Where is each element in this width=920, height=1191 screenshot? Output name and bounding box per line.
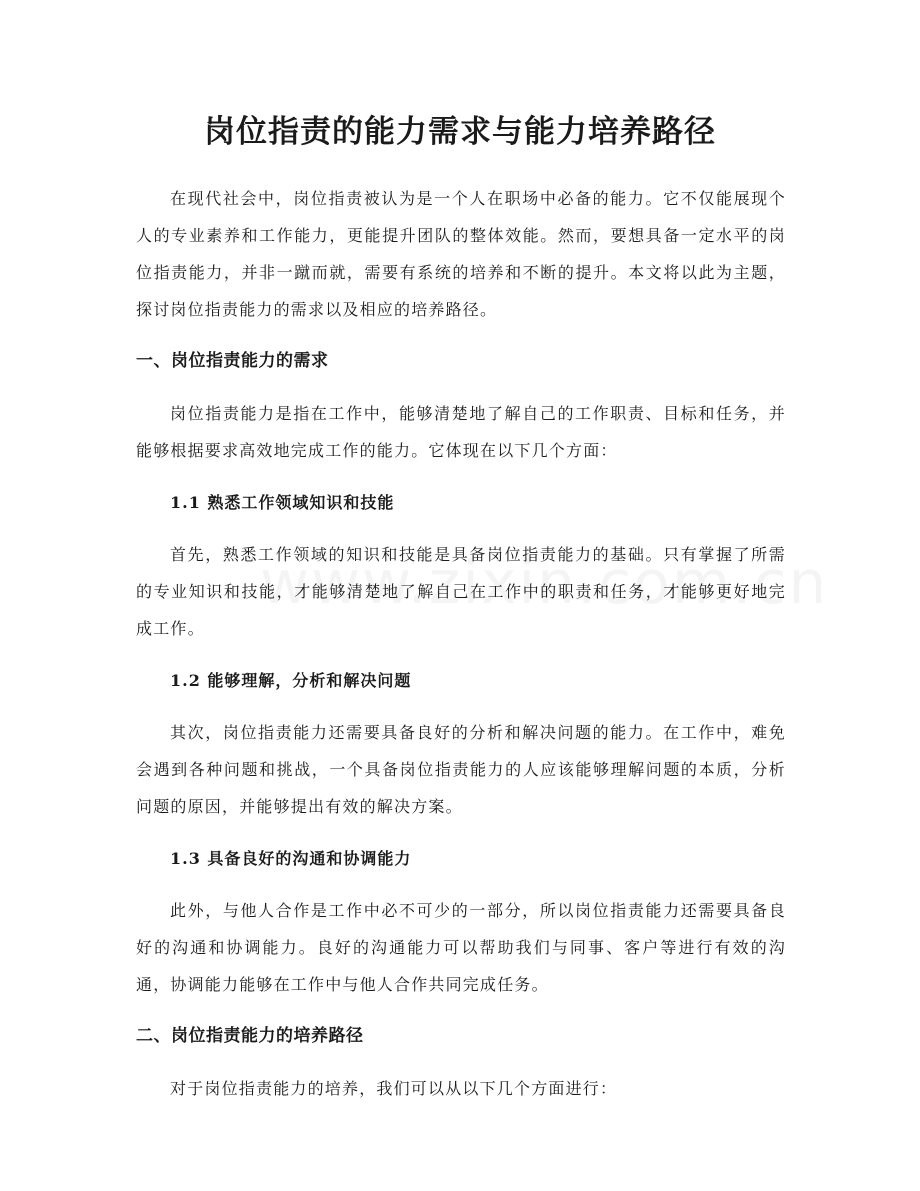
intro-paragraph: 在现代社会中，岗位指责被认为是一个人在职场中必备的能力。它不仅能展现个人的专业素养和工作能力，更能提升团队的整体效能。然而，要想具备一定水平的岗位指责能力，并非一蹴而就，需要有系统的培养和不断的提升。本文将以此为主题，探讨岗位指责能力的需求以及相应的培养路径。: [136, 189, 786, 319]
section-2-intro: 对于岗位指责能力的培养，我们可以从以下几个方面进行：: [170, 1079, 618, 1098]
subsection-1-3-heading: 1.3 具备良好的沟通和协调能力: [170, 849, 412, 868]
subsection-1-1-heading: 1.1 熟悉工作领域知识和技能: [170, 493, 395, 512]
subsection-1-2-heading: 1.2 能够理解，分析和解决问题: [170, 671, 412, 690]
subsection-1-2-body: 其次，岗位指责能力还需要具备良好的分析和解决问题的能力。在工作中，难免会遇到各种问题和挑战，一个具备岗位指责能力的人应该能够理解问题的本质，分析问题的原因，并能够提出有效的解决方案。: [136, 723, 786, 816]
section-1-intro: 岗位指责能力是指在工作中，能够清楚地了解自己的工作职责、目标和任务，并能够根据要求高效地完成工作的能力。它体现在以下几个方面：: [136, 404, 786, 460]
document-title: 岗位指责的能力需求与能力培养路径: [204, 114, 716, 150]
document-body: [136, 180, 786, 1107]
subsection-1-1-body: 首先，熟悉工作领域的知识和技能是具备岗位指责能力的基础。只有掌握了所需的专业知识和技能，才能够清楚地了解自己在工作中的职责和任务，才能够更好地完成工作。: [136, 545, 786, 638]
section-1-heading: 一、岗位指责能力的需求: [136, 351, 329, 371]
section-2-heading: 二、岗位指责能力的培养路径: [136, 1026, 364, 1046]
subsection-1-3-body: 此外，与他人合作是工作中必不可少的一部分，所以岗位指责能力还需要具备良好的沟通和协调能力。良好的沟通能力可以帮助我们与同事、客户等进行有效的沟通，协调能力能够在工作中与他人合作共同完成任务。: [136, 901, 786, 994]
